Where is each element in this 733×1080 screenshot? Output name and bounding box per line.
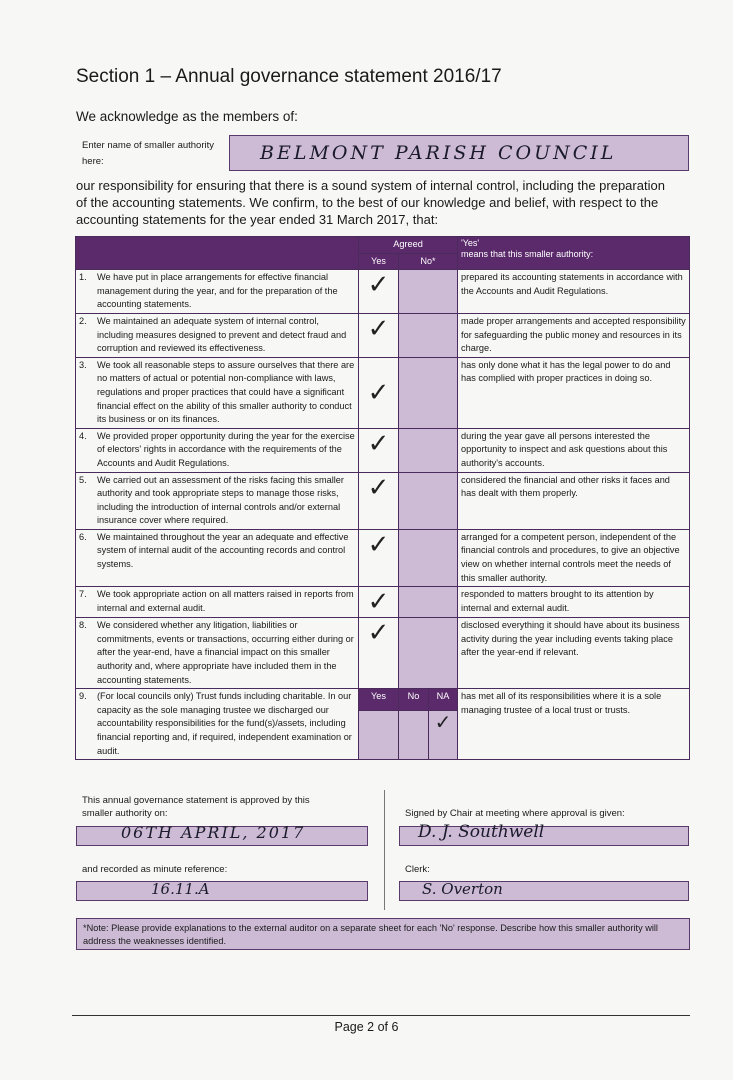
row-number: 9. xyxy=(79,691,87,702)
header-means-text: means that this smaller authority: xyxy=(461,249,594,259)
row-number: 2. xyxy=(79,315,87,326)
header-means-yes: 'Yes' xyxy=(461,238,480,248)
meaning-cell: has met all of its responsibilities where it is a sole managing trustee of a local trust or trusts. xyxy=(458,689,690,760)
statement-cell xyxy=(76,618,359,689)
statement-cell xyxy=(76,428,359,472)
table-row xyxy=(76,428,690,472)
meaning-cell: arranged for a competent person, independent of the financial controls and procedures, to give an objective view on whether internal controls meet the needs of this smaller authority. xyxy=(458,529,690,586)
acknowledge-text: We acknowledge as the members of: xyxy=(76,109,298,124)
table-row xyxy=(76,313,690,357)
signature-divider xyxy=(384,790,385,910)
row-number: 1. xyxy=(79,272,87,283)
table-row xyxy=(76,270,690,314)
clerk-signature-value: S. Overton xyxy=(422,880,503,898)
row9-no-header: No xyxy=(399,689,429,711)
statement-cell xyxy=(76,587,359,618)
statement-cell xyxy=(76,270,359,314)
statement-cell xyxy=(76,689,359,760)
approval-label: This annual governance statement is approved by this smaller authority on: xyxy=(82,795,310,819)
no-checkbox[interactable] xyxy=(399,428,458,472)
approval-date-value: 06TH APRIL, 2017 xyxy=(121,823,306,842)
statement-cell xyxy=(76,313,359,357)
page-title: Section 1 – Annual governance statement 2016/17 xyxy=(76,66,502,87)
yes-checkbox[interactable] xyxy=(359,472,399,529)
approval-date-field[interactable] xyxy=(76,823,368,846)
yes-checkbox[interactable] xyxy=(359,587,399,618)
statement-text: We provided proper opportunity during the year for the exercise of electors' rights in accordance with the requirements of the Accounts and Audit Regulations. xyxy=(97,430,355,468)
chair-signature-label: Signed by Chair at meeting where approval is given: xyxy=(405,808,625,819)
statement-text: We have put in place arrangements for effective financial management during the year, and for the preparation of the accounting statements. xyxy=(97,272,338,310)
row-number: 7. xyxy=(79,589,87,600)
meaning-cell: considered the financial and other risks it faces and has dealt with them properly. xyxy=(458,472,690,529)
meaning-cell: prepared its accounting statements in accordance with the Accounts and Audit Regulations. xyxy=(458,270,690,314)
meaning-cell: disclosed everything it should have about its business activity during the year including events taking place after the year-end if relevant. xyxy=(458,618,690,689)
clerk-signature-field[interactable] xyxy=(399,881,689,901)
check-mark-icon: ✓ xyxy=(367,472,390,503)
no-checkbox[interactable] xyxy=(399,357,458,428)
table-row xyxy=(76,587,690,618)
header-agreed: Agreed xyxy=(359,237,458,254)
authority-name-value: BELMONT PARISH COUNCIL xyxy=(260,142,617,164)
row-number: 8. xyxy=(79,620,87,631)
statement-text: We took all reasonable steps to assure ourselves that there are no matters of actual or potential non-compliance with laws, regulations and proper practices that could have a significant financial effect on the ability of this smaller authority to conduct its business or on its finances. xyxy=(97,359,355,425)
table-row xyxy=(76,472,690,529)
header-means xyxy=(458,237,690,270)
yes-checkbox[interactable] xyxy=(359,618,399,689)
statement-cell xyxy=(76,357,359,428)
no-checkbox[interactable] xyxy=(399,587,458,618)
row9-na-header: NA xyxy=(429,689,458,711)
row-number: 4. xyxy=(79,430,87,441)
statement-text: (For local councils only) Trust funds including charitable. In our capacity as the sole managing trustee we discharged our accountability responsibilities for the fund(s)/assets, including financial reporting and, if required, independent examination or audit. xyxy=(97,691,352,756)
check-mark-icon: ✓ xyxy=(367,428,390,459)
intro-paragraph: our responsibility for ensuring that there is a sound system of internal control, including the preparation of the accounting statements. We confirm, to the best of our knowledge and belief, with respect to the accounting statements for the year ended 31 March 2017, that: xyxy=(76,178,665,227)
row-number: 3. xyxy=(79,359,87,370)
no-checkbox[interactable] xyxy=(399,711,429,760)
check-mark-icon: ✓ xyxy=(367,313,390,344)
na-checkbox[interactable] xyxy=(429,711,458,760)
minute-reference-value: 16.11.A xyxy=(151,880,210,898)
check-mark-icon: ✓ xyxy=(367,587,390,618)
yes-checkbox[interactable] xyxy=(359,428,399,472)
yes-checkbox[interactable] xyxy=(359,313,399,357)
footer-divider xyxy=(72,1015,690,1016)
yes-checkbox[interactable] xyxy=(359,357,399,428)
no-checkbox[interactable] xyxy=(399,618,458,689)
table-row xyxy=(76,689,690,711)
enter-name-label: Enter name of smaller authority here: xyxy=(82,140,215,167)
clerk-label: Clerk: xyxy=(405,864,430,875)
statement-text: We maintained throughout the year an adequate and effective system of internal audit of the accounting records and control systems. xyxy=(97,531,349,570)
no-checkbox[interactable] xyxy=(399,270,458,314)
check-mark-icon: ✓ xyxy=(367,270,390,301)
statement-text: We took appropriate action on all matters raised in reports from internal and external audit. xyxy=(97,589,354,613)
statement-cell xyxy=(76,529,359,586)
statement-text: We maintained an adequate system of internal control, including measures designed to prevent and detect fraud and corruption and reviewed its effectiveness. xyxy=(97,315,347,354)
minute-reference-field[interactable] xyxy=(76,881,368,901)
table-row xyxy=(76,529,690,586)
meaning-cell: made proper arrangements and accepted responsibility for safeguarding the public money and resources in its charge. xyxy=(458,313,690,357)
minute-reference-label: and recorded as minute reference: xyxy=(82,864,228,875)
statement-text: We carried out an assessment of the risks facing this smaller authority and took appropriate steps to manage those risks, including the introduction of internal controls and/or external insurance cover where required. xyxy=(97,474,344,526)
header-no: No* xyxy=(399,253,458,270)
chair-signature-value: D. J. Southwell xyxy=(418,822,545,842)
yes-checkbox[interactable] xyxy=(359,529,399,586)
yes-checkbox[interactable] xyxy=(359,270,399,314)
header-blank xyxy=(76,237,359,270)
no-checkbox[interactable] xyxy=(399,529,458,586)
meaning-cell: has only done what it has the legal power to do and has complied with proper practices in doing so. xyxy=(458,357,690,428)
table-row xyxy=(76,618,690,689)
chair-signature-field[interactable] xyxy=(399,822,689,846)
footnote: *Note: Please provide explanations to the external auditor on a separate sheet for each 'No' response. Describe how this smaller authority will address the weaknesses identified. xyxy=(76,918,690,950)
statement-cell xyxy=(76,472,359,529)
page-number: Page 2 of 6 xyxy=(334,1020,399,1034)
governance-table xyxy=(75,236,690,760)
table-row xyxy=(76,357,690,428)
check-mark-icon: ✓ xyxy=(434,710,452,735)
statement-text: We considered whether any litigation, liabilities or commitments, events or transactions, occurring either during or after the year-end, have a financial impact on this smaller authority and, where appropriate have included them in the accounting statements. xyxy=(97,620,354,685)
row-number: 5. xyxy=(79,474,87,485)
row-number: 6. xyxy=(79,531,87,542)
no-checkbox[interactable] xyxy=(399,313,458,357)
no-checkbox[interactable] xyxy=(399,472,458,529)
row9-yes-header: Yes xyxy=(359,689,399,711)
header-yes: Yes xyxy=(359,253,399,270)
meaning-cell: during the year gave all persons interested the opportunity to inspect and ask questions about this authority's accounts. xyxy=(458,428,690,472)
yes-checkbox[interactable] xyxy=(359,711,399,760)
check-mark-icon: ✓ xyxy=(367,377,390,408)
authority-name-field[interactable] xyxy=(229,135,689,171)
meaning-cell: responded to matters brought to its attention by internal and external audit. xyxy=(458,587,690,618)
check-mark-icon: ✓ xyxy=(367,529,390,560)
check-mark-icon: ✓ xyxy=(367,618,390,649)
